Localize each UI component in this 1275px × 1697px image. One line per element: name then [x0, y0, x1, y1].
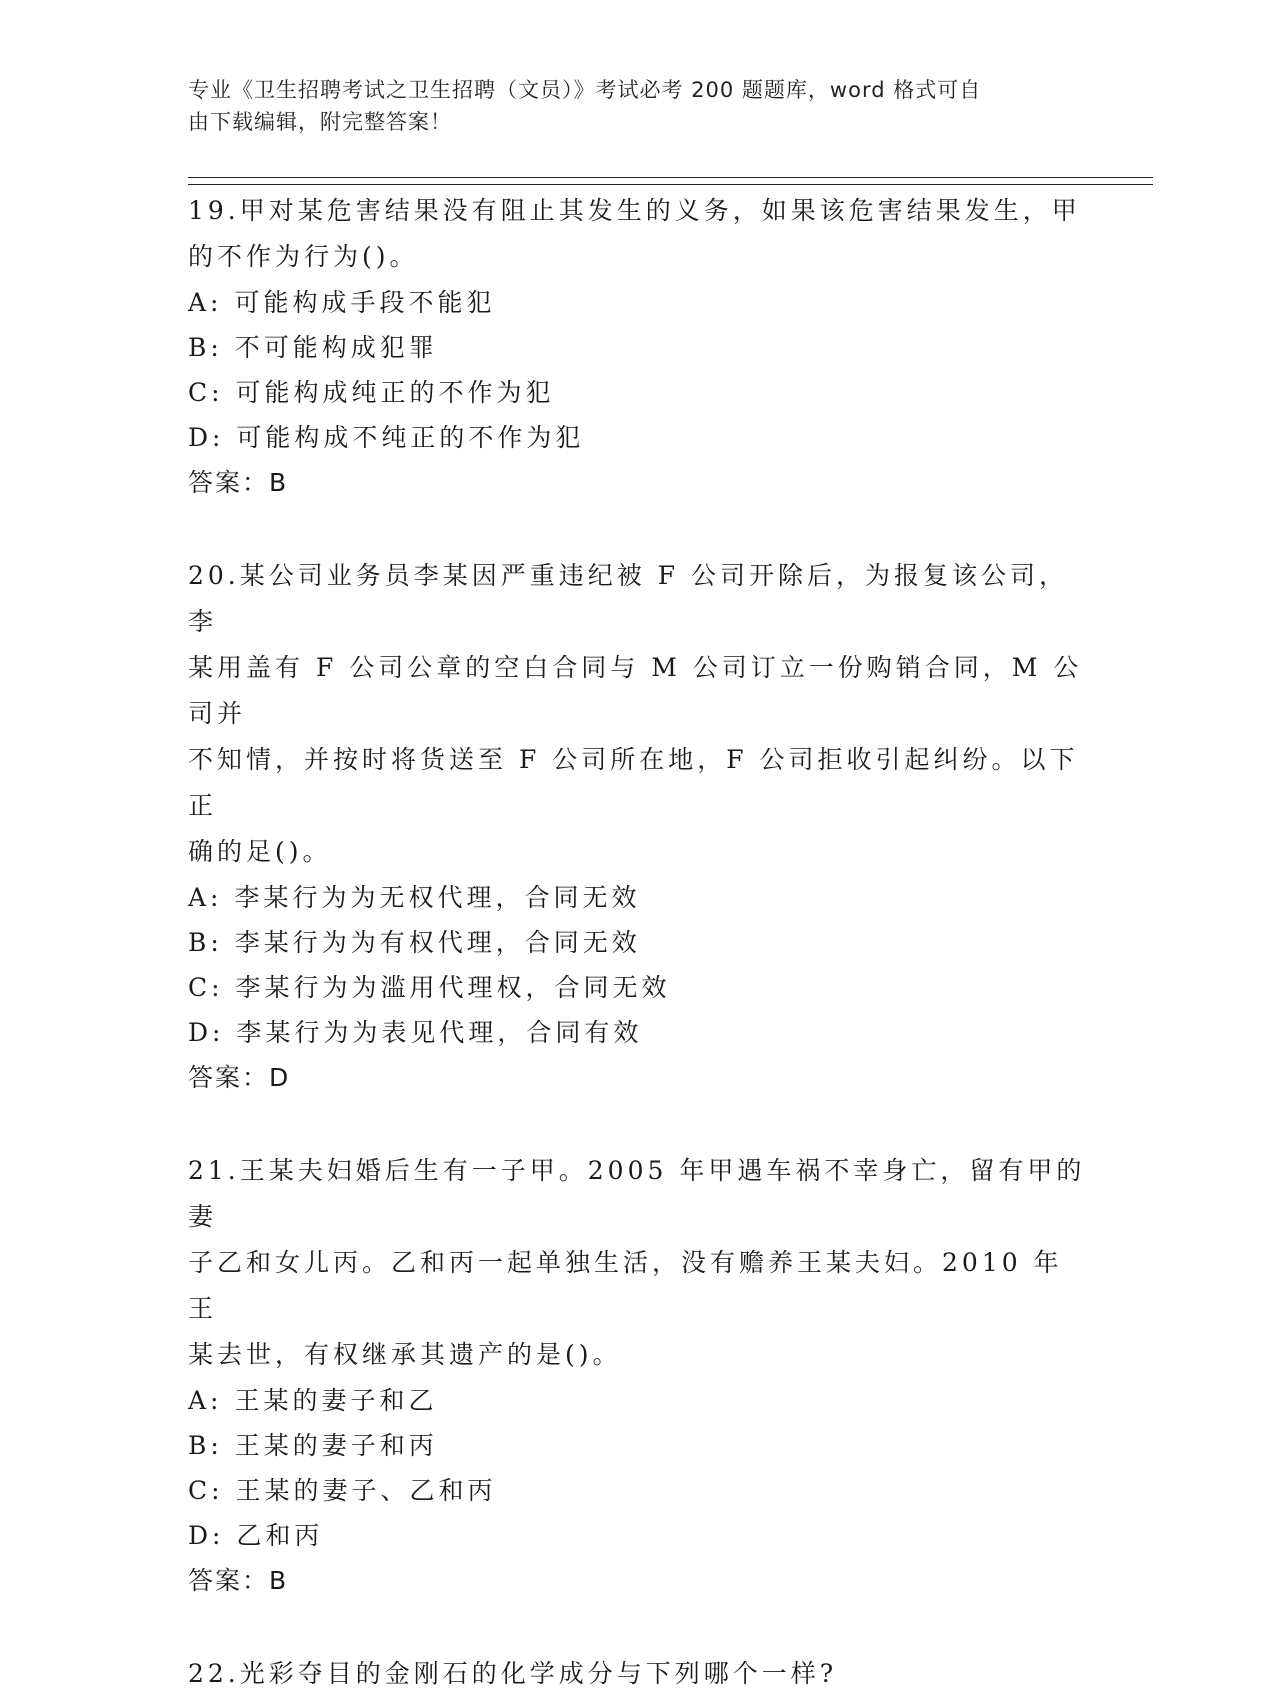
question-list: [188, 188, 1088, 1697]
option-text: 乙和丙: [236, 1521, 324, 1550]
option-key: D:: [188, 423, 225, 452]
document-header: [188, 74, 1068, 138]
option-key: B:: [188, 333, 223, 362]
header-divider-top: [188, 177, 1153, 178]
option-text: 王某的妻子和乙: [234, 1386, 438, 1415]
question-spacer: [188, 506, 1088, 553]
question-text-line: 某去世，有权继承其遗产的是()。: [188, 1340, 622, 1369]
option-key: A:: [188, 883, 223, 912]
question-text-line: 20.某公司业务员李某因严重违纪被 F 公司开除后，为报复该公司，李: [188, 561, 1069, 636]
option-a: [188, 280, 1088, 325]
option-b: [188, 325, 1088, 370]
question-text-line: 确的足()。: [188, 837, 332, 866]
option-c: [188, 965, 1088, 1010]
question-text-line: 不知情，并按时将货送至 F 公司所在地，F 公司拒收引起纠纷。以下正: [188, 745, 1079, 820]
question-21: [188, 1148, 1088, 1604]
option-text: 王某的妻子和丙: [234, 1431, 438, 1460]
option-key: A:: [188, 288, 223, 317]
option-a: [188, 875, 1088, 920]
option-key: D:: [188, 1018, 225, 1047]
option-text: 可能构成手段不能犯: [234, 288, 496, 317]
question-text-line: 19.甲对某危害结果没有阻止其发生的义务，如果该危害结果发生，甲: [188, 196, 1081, 225]
option-d: [188, 1513, 1088, 1558]
header-line-2: 由下载编辑，附完整答案！: [188, 110, 452, 134]
option-text: 李某行为为有权代理，合同无效: [234, 928, 641, 957]
option-d: [188, 1010, 1088, 1055]
option-text: 可能构成不纯正的不作为犯: [236, 423, 585, 452]
option-text: 不可能构成犯罪: [234, 333, 438, 362]
option-a: [188, 1378, 1088, 1423]
option-key: C:: [188, 973, 224, 1002]
option-c: [188, 370, 1088, 415]
question-22: [188, 1651, 1088, 1697]
header-line-1: 专业《卫生招聘考试之卫生招聘（文员）》考试必考 200 题题库，word 格式可自: [188, 78, 982, 102]
option-b: [188, 1423, 1088, 1468]
option-key: B:: [188, 1431, 223, 1460]
question-spacer: [188, 1604, 1088, 1651]
option-key: D:: [188, 1521, 225, 1550]
option-c: [188, 1468, 1088, 1513]
question-text-line: 22.光彩夺目的金刚石的化学成分与下列哪个一样?: [188, 1659, 838, 1688]
option-text: 王某的妻子、乙和丙: [235, 1476, 497, 1505]
question-text-line: 21.王某夫妇婚后生有一子甲。2005 年甲遇车祸不幸身亡，留有甲的妻: [188, 1156, 1086, 1231]
question-19: [188, 188, 1088, 506]
answer-label: 答案：D: [188, 1063, 291, 1092]
header-divider-bottom: [188, 184, 1153, 185]
option-text: 可能构成纯正的不作为犯: [235, 378, 555, 407]
option-key: C:: [188, 1476, 224, 1505]
option-text: 李某行为为无权代理，合同无效: [234, 883, 641, 912]
answer-label: 答案：B: [188, 468, 289, 497]
question-spacer: [188, 1101, 1088, 1148]
option-b: [188, 920, 1088, 965]
option-text: 李某行为为滥用代理权，合同无效: [235, 973, 671, 1002]
question-text-line: 的不作为行为()。: [188, 242, 419, 271]
question-text-line: 子乙和女儿丙。乙和丙一起单独生活，没有赡养王某夫妇。2010 年王: [188, 1248, 1063, 1323]
option-key: B:: [188, 928, 223, 957]
question-text-line: 某用盖有 F 公司公章的空白合同与 M 公司订立一份购销合同，M 公司并: [188, 653, 1083, 728]
question-20: [188, 553, 1088, 1101]
option-text: 李某行为为表见代理，合同有效: [236, 1018, 643, 1047]
option-key: A:: [188, 1386, 223, 1415]
answer-label: 答案：B: [188, 1566, 289, 1595]
option-d: [188, 415, 1088, 460]
option-key: C:: [188, 378, 224, 407]
